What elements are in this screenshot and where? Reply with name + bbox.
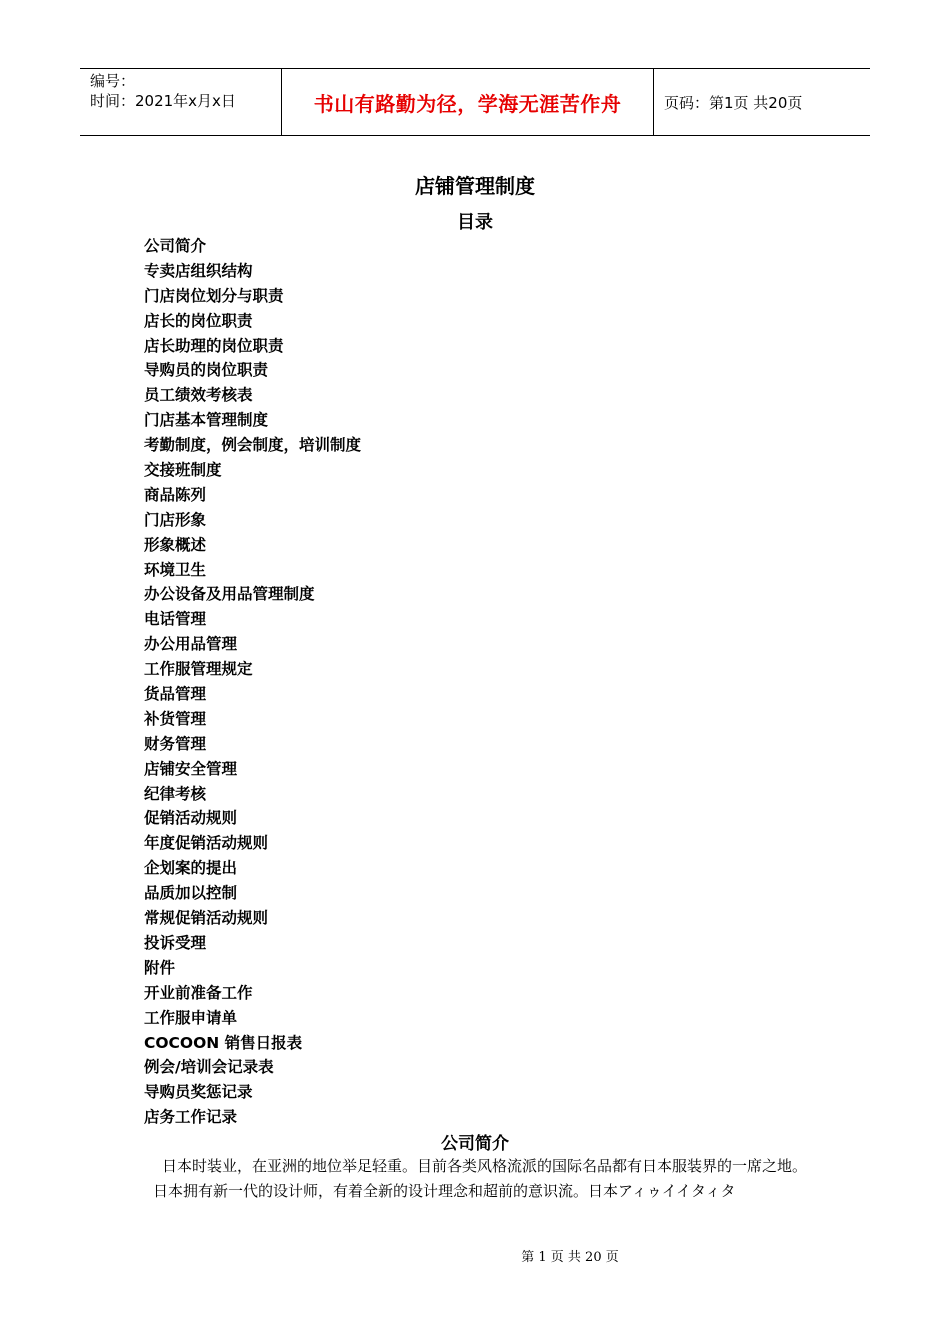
section-body — [144, 1154, 809, 1204]
toc-item: 年度促销活动规则 — [144, 834, 269, 853]
table-of-contents — [144, 234, 361, 1130]
page-footer: 第 1 页 共 20 页 — [521, 1250, 619, 1265]
toc-item: 例会/培训会记录表 — [144, 1058, 274, 1077]
toc-item: 办公用品管理 — [144, 635, 238, 654]
toc-item: 门店岗位划分与职责 — [144, 286, 284, 305]
toc-item: 工作服管理规定 — [144, 660, 253, 679]
toc-item: 财务管理 — [144, 734, 207, 753]
toc-item: 附件 — [144, 958, 176, 977]
toc-item: 考勤制度，例会制度，培训制度 — [144, 436, 362, 455]
toc-item: 企划案的提出 — [144, 859, 238, 878]
section-heading: 公司简介 — [441, 1134, 509, 1154]
toc-item: 导购员奖惩记录 — [144, 1083, 253, 1102]
toc-item: 形象概述 — [144, 535, 207, 554]
toc-item: 导购员的岗位职责 — [144, 361, 269, 380]
toc-item: 专卖店组织结构 — [144, 261, 253, 280]
toc-item: 店长的岗位职责 — [144, 311, 253, 330]
toc-item: 店长助理的岗位职责 — [144, 336, 284, 355]
toc-item: 员工绩效考核表 — [144, 386, 253, 405]
paragraph: 日本拥有新一代的设计师，有着全新的设计理念和超前的意识流。日本アィゥイイタィタ — [153, 1182, 736, 1200]
toc-item: 品质加以控制 — [144, 884, 238, 903]
toc-item: 办公设备及用品管理制度 — [144, 585, 315, 604]
toc-item: 商品陈列 — [144, 485, 207, 504]
toc-item: 补货管理 — [144, 709, 207, 728]
page-header — [80, 68, 870, 136]
toc-item: 纪律考核 — [144, 784, 207, 803]
toc-item: 店铺安全管理 — [144, 759, 238, 778]
toc-item: 公司简介 — [144, 237, 207, 255]
header-page-info: 页码：第1页 共20页 — [664, 93, 803, 112]
header-time-label: 时间：2021年x月x日 — [90, 92, 236, 110]
toc-item: 电话管理 — [144, 610, 207, 629]
toc-item: 交接班制度 — [144, 461, 222, 480]
toc-item: 开业前准备工作 — [144, 983, 253, 1002]
paragraph: 日本时装业，在亚洲的地位举足轻重。目前各类风格流派的国际名品都有日本服装界的一席之地。 — [162, 1157, 808, 1175]
document-title: 店铺管理制度 — [415, 174, 535, 198]
toc-item: 门店基本管理制度 — [144, 411, 269, 430]
toc-item: 常规促销活动规则 — [144, 909, 269, 928]
header-motto: 书山有路勤为径，学海无涯苦作舟 — [281, 69, 654, 135]
header-meta — [80, 69, 281, 135]
toc-item: 门店形象 — [144, 510, 207, 529]
toc-item: 工作服申请单 — [144, 1008, 238, 1027]
toc-heading: 目录 — [457, 212, 493, 233]
header-number-label: 编号： — [90, 72, 136, 90]
toc-item: 投诉受理 — [144, 933, 207, 952]
toc-item: 货品管理 — [144, 685, 207, 704]
toc-item: COCOON 销售日报表 — [144, 1033, 303, 1052]
toc-item: 店务工作记录 — [144, 1108, 238, 1127]
toc-item: 促销活动规则 — [144, 809, 238, 828]
toc-item: 环境卫生 — [144, 560, 207, 579]
